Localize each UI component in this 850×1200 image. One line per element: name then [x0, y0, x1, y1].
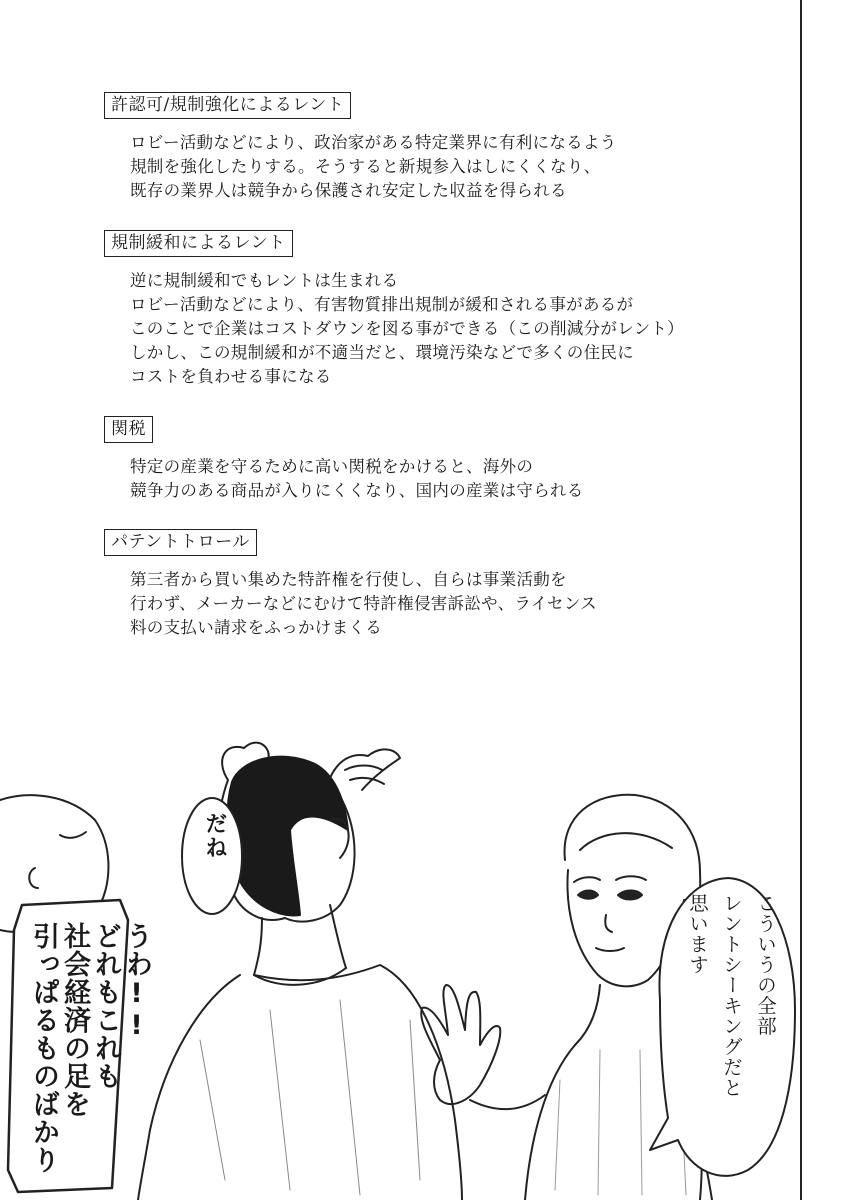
body-line: 既存の業界人は競争から保護され安定した収益を得られる [130, 181, 567, 200]
section-patent-troll [104, 529, 597, 640]
shout-line: どれもこれも [90, 922, 121, 1090]
body-line: コストを負わせる事になる [130, 367, 332, 386]
man-hand-on-head [330, 749, 400, 790]
woman-hair-inner [580, 833, 672, 850]
woman-mouth [596, 948, 624, 951]
shout-line: 引っぱるものばかり [28, 922, 59, 1174]
shout-line: 社会経済の足を [59, 922, 90, 1118]
section-heading: 規制緩和によるレント [104, 230, 293, 257]
man-shirt-collar [254, 968, 346, 985]
speech-text-shout [28, 922, 152, 1174]
body-line: 料の支払い請求をふっかけまくる [130, 618, 382, 637]
speech-text-woman [680, 893, 782, 1098]
body-line: ロビー活動などにより、有害物質排出規制が緩和される事があるが [130, 295, 634, 314]
woman-line: こういうの全部 [754, 893, 777, 1037]
body-line: ロビー活動などにより、政治家がある特定業界に有利になるよう [130, 133, 617, 152]
panel-border [800, 0, 802, 1200]
section-regulation-strengthening [104, 92, 617, 203]
body-line: 特定の産業を守るために高い関税をかけると、海外の [130, 457, 534, 476]
man-hair [227, 757, 348, 916]
bald-man-ear [29, 868, 38, 888]
section-body [130, 455, 584, 503]
section-body [130, 269, 684, 389]
woman-brows [574, 876, 646, 882]
woman-sleeve [470, 1095, 545, 1109]
section-deregulation [104, 230, 684, 389]
section-body [130, 568, 597, 640]
body-line: 第三者から買い集めた特許権を行使し、自らは事業活動を [130, 570, 567, 589]
section-heading: 許認可/規制強化によるレント [104, 92, 351, 119]
body-line: 競争力のある商品が入りにくくなり、国内の産業は守られる [130, 481, 584, 500]
body-line: 行わず、メーカーなどにむけて特許権侵害訴訟や、ライセンス [130, 594, 597, 613]
woman-open-hand [421, 985, 500, 1104]
body-line: このことで企業はコストダウンを図る事ができる（この削減分がレント） [130, 319, 684, 338]
woman-line: レントシーキングだと [720, 893, 743, 1098]
woman-eye-right [618, 891, 642, 900]
speech-text-dane: だね [202, 812, 227, 860]
woman-nose [605, 915, 612, 932]
man-shoulders [138, 965, 462, 1200]
man-shirt-lines [200, 1000, 420, 1195]
section-tariff [104, 416, 584, 503]
body-line: 規制を強化したりする。そうすると新規参入はしにくくなり、 [130, 157, 601, 176]
body-line: しかし、この規制緩和が不適当だと、環境汚染などで多くの住民に [130, 343, 634, 362]
section-heading: パテントトロール [104, 529, 257, 556]
section-heading: 関税 [104, 416, 153, 443]
body-line: 逆に規制緩和でもレントは生まれる [130, 271, 399, 290]
section-body [130, 131, 617, 203]
woman-eye-left [578, 891, 598, 899]
shout-line: うわ!! [121, 922, 152, 1042]
bald-man-wrinkle [60, 832, 86, 838]
woman-line: 思います [686, 893, 709, 975]
